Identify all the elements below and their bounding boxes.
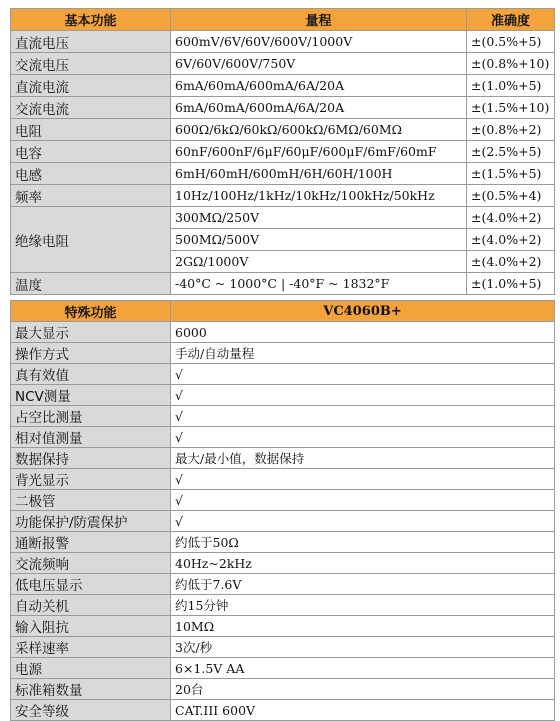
feature-value: 约低于50Ω: [171, 532, 555, 553]
table-row: [11, 532, 555, 553]
feature-label: 输入阻抗: [11, 616, 171, 637]
accuracy-value: ±(0.8%+2): [467, 119, 555, 141]
feature-value: 40Hz~2kHz: [171, 553, 555, 574]
range-value: 600mV/6V/60V/600V/1000V: [171, 31, 467, 53]
range-value: 60nF/600nF/6μF/60μF/600μF/6mF/60mF: [171, 141, 467, 163]
table-row: [11, 553, 555, 574]
range-value: 2GΩ/1000V: [171, 251, 467, 273]
table-row: [11, 97, 555, 119]
feature-value: √: [171, 511, 555, 532]
table-row: [11, 469, 555, 490]
table-row: [11, 343, 555, 364]
feature-label: 数据保持: [11, 448, 171, 469]
feature-label: 低电压显示: [11, 574, 171, 595]
table-row: [11, 511, 555, 532]
accuracy-value: ±(1.0%+5): [467, 273, 555, 295]
feature-label: 真有效值: [11, 364, 171, 385]
header-range: 量程: [171, 9, 467, 31]
accuracy-value: ±(4.0%+2): [467, 207, 555, 229]
function-label: 电感: [11, 163, 171, 185]
basic-header-row: [11, 9, 555, 31]
feature-value: 6000: [171, 322, 555, 343]
range-value: 6V/60V/600V/750V: [171, 53, 467, 75]
feature-label: 采样速率: [11, 637, 171, 658]
feature-label: 相对值测量: [11, 427, 171, 448]
range-value: 500MΩ/500V: [171, 229, 467, 251]
feature-label: 功能保护/防震保护: [11, 511, 171, 532]
special-header-row: [11, 301, 555, 322]
feature-value: 约15分钟: [171, 595, 555, 616]
accuracy-value: ±(0.8%+10): [467, 53, 555, 75]
function-label: 直流电压: [11, 31, 171, 53]
range-value: -40°C ~ 1000°C | -40°F ~ 1832°F: [171, 273, 467, 295]
accuracy-value: ±(0.5%+5): [467, 31, 555, 53]
function-label: 直流电流: [11, 75, 171, 97]
table-row: [11, 574, 555, 595]
feature-label: 交流频响: [11, 553, 171, 574]
feature-label: 安全等级: [11, 700, 171, 721]
feature-label: NCV测量: [11, 385, 171, 406]
table-row: [11, 141, 555, 163]
table-row: [11, 490, 555, 511]
accuracy-value: ±(2.5%+5): [467, 141, 555, 163]
function-label: 温度: [11, 273, 171, 295]
table-row: [11, 658, 555, 679]
accuracy-value: ±(4.0%+2): [467, 251, 555, 273]
feature-value: √: [171, 427, 555, 448]
range-value: 300MΩ/250V: [171, 207, 467, 229]
special-functions-table: [10, 300, 555, 721]
table-row: [11, 700, 555, 721]
table-row: [11, 53, 555, 75]
header-basic-function: 基本功能: [11, 9, 171, 31]
feature-value: √: [171, 490, 555, 511]
feature-value: 手动/自动量程: [171, 343, 555, 364]
accuracy-value: ±(4.0%+2): [467, 229, 555, 251]
function-label: 电容: [11, 141, 171, 163]
feature-value: √: [171, 385, 555, 406]
table-row: [11, 207, 555, 229]
table-row: [11, 119, 555, 141]
header-accuracy: 准确度: [467, 9, 555, 31]
table-row: [11, 448, 555, 469]
feature-label: 通断报警: [11, 532, 171, 553]
feature-value: √: [171, 469, 555, 490]
function-label: 频率: [11, 185, 171, 207]
feature-value: 10MΩ: [171, 616, 555, 637]
table-row: [11, 595, 555, 616]
table-row: [11, 637, 555, 658]
range-value: 10Hz/100Hz/1kHz/10kHz/100kHz/50kHz: [171, 185, 467, 207]
table-row: [11, 385, 555, 406]
feature-value: 约低于7.6V: [171, 574, 555, 595]
header-special-function: 特殊功能: [11, 301, 171, 322]
feature-value: CAT.III 600V: [171, 700, 555, 721]
accuracy-value: ±(1.5%+5): [467, 163, 555, 185]
function-label: 绝缘电阻: [11, 207, 171, 273]
feature-label: 电源: [11, 658, 171, 679]
function-label: 交流电流: [11, 97, 171, 119]
accuracy-value: ±(1.5%+10): [467, 97, 555, 119]
table-row: [11, 185, 555, 207]
feature-label: 背光显示: [11, 469, 171, 490]
header-model: VC4060B+: [171, 301, 555, 322]
feature-label: 占空比测量: [11, 406, 171, 427]
feature-value: √: [171, 364, 555, 385]
feature-label: 自动关机: [11, 595, 171, 616]
table-row: [11, 31, 555, 53]
table-row: [11, 427, 555, 448]
function-label: 交流电压: [11, 53, 171, 75]
feature-value: 6×1.5V AA: [171, 658, 555, 679]
table-row: [11, 322, 555, 343]
table-row: [11, 75, 555, 97]
feature-value: √: [171, 406, 555, 427]
accuracy-value: ±(0.5%+4): [467, 185, 555, 207]
feature-label: 最大显示: [11, 322, 171, 343]
range-value: 6mA/60mA/600mA/6A/20A: [171, 97, 467, 119]
function-label: 电阻: [11, 119, 171, 141]
feature-label: 标准箱数量: [11, 679, 171, 700]
feature-value: 20台: [171, 679, 555, 700]
feature-label: 操作方式: [11, 343, 171, 364]
feature-label: 二极管: [11, 490, 171, 511]
basic-functions-table: [10, 8, 555, 295]
table-row: [11, 616, 555, 637]
table-row: [11, 364, 555, 385]
table-row: [11, 406, 555, 427]
feature-value: 3次/秒: [171, 637, 555, 658]
table-row: [11, 679, 555, 700]
table-row: [11, 163, 555, 185]
accuracy-value: ±(1.0%+5): [467, 75, 555, 97]
range-value: 6mH/60mH/600mH/6H/60H/100H: [171, 163, 467, 185]
feature-value: 最大/最小值，数据保持: [171, 448, 555, 469]
range-value: 6mA/60mA/600mA/6A/20A: [171, 75, 467, 97]
range-value: 600Ω/6kΩ/60kΩ/600kΩ/6MΩ/60MΩ: [171, 119, 467, 141]
table-row: [11, 273, 555, 295]
